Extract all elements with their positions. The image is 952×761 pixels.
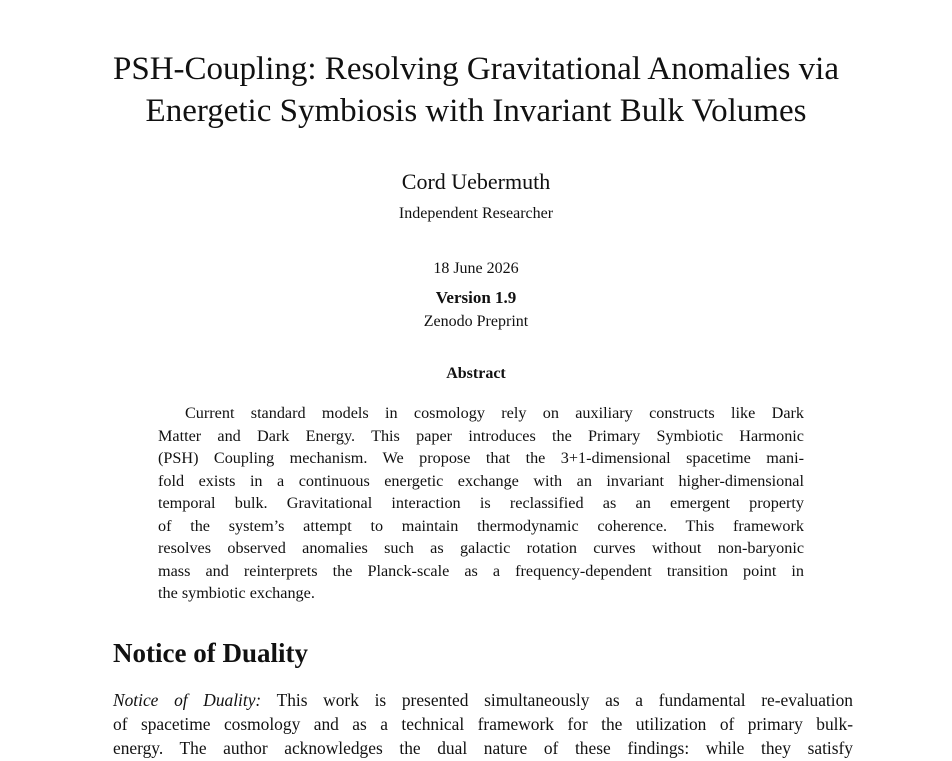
paper-title-line: PSH-Coupling: Resolving Gravitational Anomalies via: [113, 51, 839, 87]
author-name: Cord Uebermuth: [401, 169, 551, 194]
author-affiliation: Independent Researcher: [398, 205, 554, 222]
abstract-line: resolves observed anomalies such as galactic rotation curves without non-baryonic: [158, 539, 804, 557]
version-label: Version 1.9: [435, 288, 517, 307]
abstract-line: mass and reinterprets the Planck-scale as a frequency-dependent transition point in: [158, 561, 804, 580]
abstract-text: [158, 402, 804, 605]
paper-title: [60, 48, 892, 132]
section-body: [113, 688, 853, 760]
abstract-line: Matter and Dark Energy. This paper introduces the Primary Symbiotic Harmonic: [158, 426, 804, 445]
abstract-line: of the system’s attempt to maintain thermodynamic coherence. This framework: [158, 516, 804, 535]
abstract-line: temporal bulk. Gravitational interaction is reclassified as an emergent property: [158, 494, 804, 512]
abstract-line: Current standard models in cosmology rely on auxiliary constructs like Dark: [185, 404, 804, 422]
section-line: of spacetime cosmology and as a technical framework for the utilization of primary bulk-: [113, 714, 853, 734]
section-line-text: This work is presented simultaneously as a fundamental re-evaluation: [261, 690, 853, 710]
abstract-heading: Abstract: [446, 365, 506, 382]
paper-title-line: Energetic Symbiosis with Invariant Bulk Volumes: [145, 93, 807, 129]
section-line: energy. The author acknowledges the dual nature of these findings: while they satisfy: [113, 738, 853, 758]
abstract-line: (PSH) Coupling mechanism. We propose that the 3+1-dimensional spacetime mani-: [158, 449, 804, 467]
section-lead-in: Notice of Duality:: [113, 690, 262, 710]
abstract-line: fold exists in a continuous energetic exchange with an invariant higher-dimensional: [158, 471, 804, 490]
publication-date: 18 June 2026: [433, 260, 519, 277]
section-heading: Notice of Duality: [113, 638, 308, 668]
section-line: [113, 688, 853, 712]
publication-venue: Zenodo Preprint: [423, 313, 529, 330]
abstract-line: the symbiotic exchange.: [158, 584, 315, 602]
